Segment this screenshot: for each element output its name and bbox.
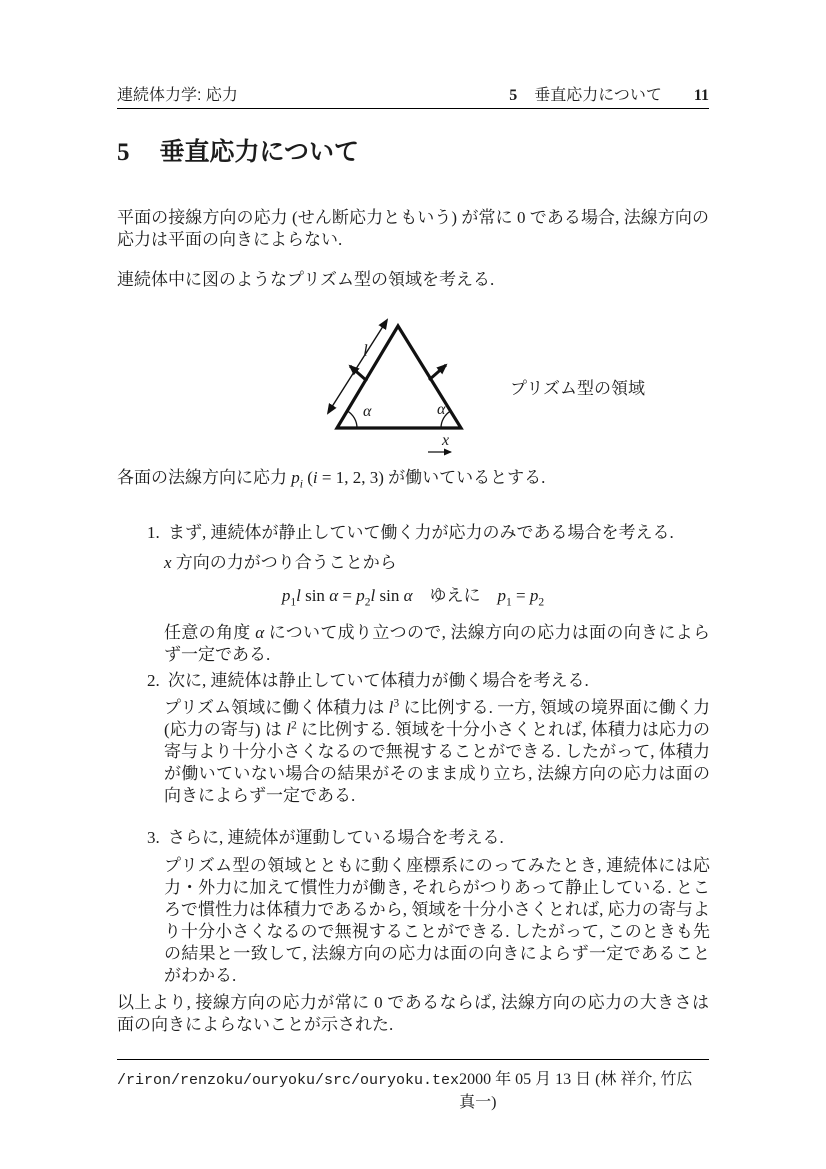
running-section-number: 5: [509, 87, 518, 104]
section-number: 5: [117, 139, 130, 166]
equation-force-balance: $p_1l$ $\sin \alpha = p_2l$ sin α ゆえに $p_1 = p_2$: [281, 586, 545, 609]
x-axis-label: x: [442, 432, 450, 449]
item-2-body: プリズム領域に働く体積力は $l^3$ に比例する. 一方, 領域の境界面に働く力 (応力の寄与) は $l^2$ に比例する. 領域を十分小さくとれば, 体積力は応力の寄与より十分小さくなるので無視することができる. したがって, 体積力が働いていない場合の結果がそのまま成り立ち, 法線方向の応力は面の向きによらず一定である.: [164, 696, 711, 805]
list-item-3-number: 3.: [147, 828, 160, 847]
item-1-conclusion: 任意の角度 α について成り立つので, 法線方向の応力は面の向きによらず一定である.: [164, 623, 710, 664]
paragraph-normal-stress: 各面の法線方向に応力 $p_i$ (i = 1, 2, 3) が働いているとする.: [117, 468, 546, 491]
footer-date: 2000 年 05 月 13 日 (林 祥介, 竹広 真一): [459, 1071, 693, 1111]
running-section: [509, 87, 709, 105]
angle-label-right: α: [437, 401, 446, 418]
angle-arc-left: [347, 411, 357, 428]
paragraph-intro-1: 平面の接線方向の応力 (せん断応力ともいう) が常に 0 である場合, 法線方向の応力は平面の向きによらない.: [117, 208, 709, 249]
section-title: 垂直応力について: [159, 138, 360, 166]
running-section-title: 垂直応力について: [534, 87, 662, 104]
list-item-1-number: 1.: [147, 523, 160, 542]
angle-label-left: α: [363, 403, 372, 420]
item-1-balance-line: x 方向の力がつり合うことから: [164, 553, 397, 572]
length-arrow: [328, 320, 387, 413]
footer-rule: [117, 1059, 709, 1060]
paragraph-intro-2: 連続体中に図のようなプリズム型の領域を考える.: [117, 270, 495, 289]
list-item-2-number: 2.: [147, 671, 160, 690]
prism-figure: [117, 310, 709, 468]
list-item-3-text: さらに, 連続体が運動している場合を考える.: [168, 828, 504, 847]
list-item-1-text: まず, 連続体が静止していて働く力が応力のみである場合を考える.: [168, 523, 674, 542]
normal-arrow-right: [429, 365, 446, 380]
footer-file-path: /riron/renzoku/ouryoku/src/ouryoku.tex: [117, 1072, 460, 1089]
section-heading: [117, 137, 709, 168]
page-footer: [117, 1066, 709, 1112]
page-header: [117, 87, 709, 109]
list-item-2-text: 次に, 連続体は静止していて体積力が働く場合を考える.: [168, 671, 589, 690]
running-title: 連続体力学: 応力: [117, 87, 238, 104]
list-item-1: [147, 522, 709, 544]
list-item-2: [147, 670, 709, 692]
figure-caption: プリズム型の領域: [510, 379, 645, 398]
item-3-body: プリズム型の領域とともに動く座標系にのってみたとき, 連続体には応力・外力に加えて慣性力が働き, それらがつりあって静止している. ところで慣性力は体積力であるから, 領域を十分小さくとれば, 応力の寄与より十分小さくなるので無視することができる. したがって, このときも先の結果と一致して, 法線方向の応力は面の向きによらず一定であることがわかる.: [164, 856, 710, 985]
list-item-3: [147, 827, 709, 849]
paragraph-closing: 以上より, 接線方向の応力が常に 0 であるならば, 法線方向の応力の大きさは面の向きによらないことが示された.: [117, 993, 709, 1034]
page-number: 11: [693, 87, 709, 104]
length-label: l: [363, 341, 368, 360]
